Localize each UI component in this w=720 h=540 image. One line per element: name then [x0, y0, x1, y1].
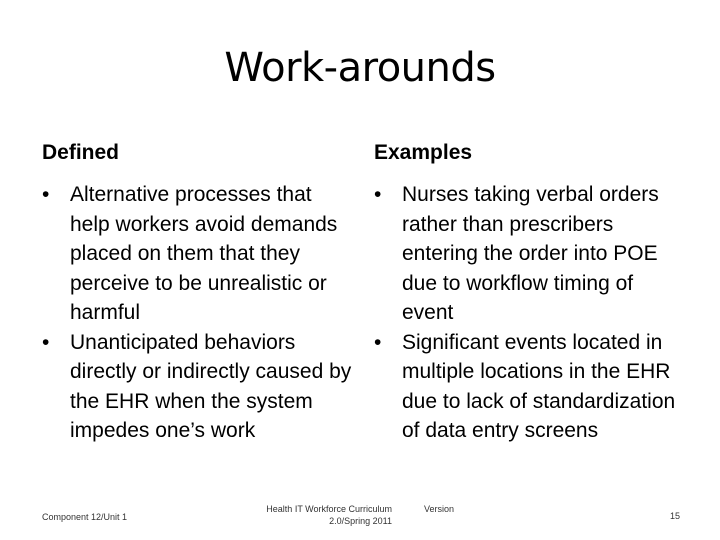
footer-component: Component 12/Unit 1	[42, 512, 128, 522]
footer-curriculum-line2: 2.0/Spring 2011	[329, 516, 392, 526]
defined-bullet-text: Alternative processes that help workers avoid demands placed on them that they perceive to be unrealistic or harmful	[70, 183, 338, 324]
examples-list	[374, 180, 690, 446]
list-item	[42, 328, 354, 446]
defined-column	[42, 138, 354, 446]
footer-curriculum	[220, 503, 392, 527]
slide-title: Work-arounds	[224, 45, 496, 91]
list-item	[42, 180, 354, 328]
footer-curriculum-line1: Health IT Workforce Curriculum	[266, 504, 392, 514]
examples-column	[374, 138, 690, 446]
examples-bullet-text: Nurses taking verbal orders rather than prescribers entering the order into POE due to workflow timing of event	[402, 183, 659, 324]
defined-bullet-text: Unanticipated behaviors directly or indirectly caused by the EHR when the system impedes one’s work	[70, 330, 352, 442]
bullet-icon: •	[374, 330, 382, 354]
examples-bullet-text: Significant events located in multiple locations in the EHR due to lack of standardization of data entry screens	[402, 330, 676, 442]
footer-version: Version	[424, 504, 455, 514]
bullet-icon: •	[42, 183, 50, 206]
examples-heading: Examples	[374, 141, 473, 164]
bullet-icon: •	[374, 183, 382, 206]
bullet-icon: •	[42, 330, 50, 354]
list-item	[374, 180, 690, 328]
page-number: 15	[669, 511, 680, 521]
defined-list	[42, 180, 354, 446]
list-item	[374, 328, 690, 446]
defined-heading: Defined	[42, 141, 120, 164]
